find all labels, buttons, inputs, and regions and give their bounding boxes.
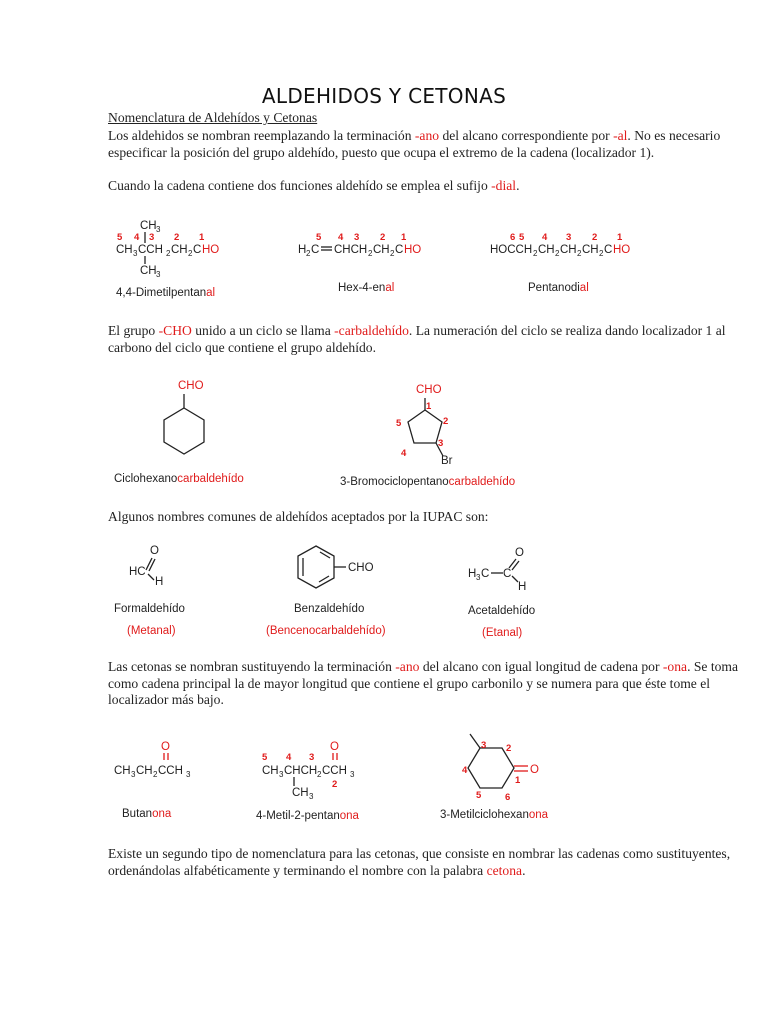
svg-text:O: O — [515, 547, 524, 559]
molecule-acetaldehido — [462, 540, 582, 640]
svg-text:1: 1 — [617, 232, 623, 243]
svg-text:CH: CH — [140, 220, 157, 232]
svg-text:HO: HO — [613, 244, 631, 256]
svg-text:O: O — [330, 741, 339, 753]
svg-text:5: 5 — [519, 232, 525, 243]
molecule-pentanodial — [488, 214, 658, 304]
svg-text:4: 4 — [401, 448, 407, 459]
svg-text:3: 3 — [133, 249, 138, 258]
svg-text:2: 2 — [592, 232, 598, 243]
svg-text:CH: CH — [262, 765, 279, 777]
svg-text:H: H — [468, 568, 477, 580]
svg-text:3: 3 — [309, 792, 314, 801]
svg-text:CHO: CHO — [178, 380, 204, 392]
svg-text:2: 2 — [555, 249, 560, 258]
svg-text:5: 5 — [476, 790, 482, 801]
page-title: ALDEHIDOS Y CETONAS — [261, 84, 507, 108]
svg-text:O: O — [530, 764, 539, 776]
svg-text:HOCCH: HOCCH — [490, 244, 533, 256]
svg-text:CHCH: CHCH — [284, 765, 318, 777]
svg-text:H: H — [298, 244, 307, 256]
svg-text:CH: CH — [140, 265, 157, 277]
svg-text:HO: HO — [202, 244, 220, 256]
svg-text:C: C — [193, 244, 202, 256]
section-heading: Nomenclatura de Aldehídos y Cetonas — [108, 110, 318, 125]
svg-text:Acetaldehído: Acetaldehído — [468, 605, 536, 617]
svg-text:CCH: CCH — [322, 765, 347, 777]
svg-text:C: C — [481, 568, 490, 580]
svg-text:Benzaldehído: Benzaldehído — [294, 603, 365, 615]
svg-text:3: 3 — [438, 438, 444, 449]
svg-text:1: 1 — [515, 775, 521, 786]
svg-text:CCH: CCH — [158, 765, 183, 777]
svg-text:HO: HO — [404, 244, 422, 256]
svg-text:2: 2 — [599, 249, 604, 258]
svg-text:Ciclohexanocarbaldehído: Ciclohexanocarbaldehído — [114, 473, 244, 485]
svg-text:CHCH: CHCH — [334, 244, 368, 256]
molecule-dimetilpentanal — [108, 214, 278, 304]
svg-text:2: 2 — [188, 249, 193, 258]
svg-text:1: 1 — [199, 232, 205, 243]
molecule-formaldehido — [108, 540, 228, 640]
svg-text:3: 3 — [350, 770, 355, 779]
svg-text:4: 4 — [338, 232, 344, 243]
molecule-butanona — [108, 736, 238, 828]
svg-text:3: 3 — [354, 232, 360, 243]
svg-text:1: 1 — [426, 401, 432, 412]
svg-text:3: 3 — [566, 232, 572, 243]
svg-text:2: 2 — [368, 249, 373, 258]
svg-text:(Etanal): (Etanal) — [482, 627, 523, 639]
svg-text:2: 2 — [153, 770, 158, 779]
svg-text:Butanona: Butanona — [122, 808, 172, 820]
svg-text:CH: CH — [136, 765, 153, 777]
svg-text:2: 2 — [317, 770, 322, 779]
svg-text:O: O — [161, 741, 170, 753]
svg-text:2: 2 — [332, 779, 338, 790]
svg-text:4: 4 — [462, 765, 468, 776]
svg-text:3: 3 — [131, 770, 136, 779]
svg-text:5: 5 — [316, 232, 322, 243]
svg-text:CH: CH — [538, 244, 555, 256]
svg-text:3: 3 — [481, 740, 487, 751]
svg-text:CH: CH — [582, 244, 599, 256]
svg-text:CH: CH — [116, 244, 133, 256]
paragraph-common-names: Algunos nombres comunes de aldehídos aceptados por la IUPAC son: — [108, 509, 489, 524]
svg-text:H: H — [518, 581, 527, 593]
svg-text:3-Metilciclohexanona: 3-Metilciclohexanona — [440, 809, 549, 821]
svg-text:CH: CH — [292, 787, 309, 799]
svg-text:6: 6 — [510, 232, 516, 243]
svg-text:3: 3 — [309, 752, 315, 763]
molecule-ciclohexanocarbaldehido — [108, 374, 278, 489]
molecule-hex-4-enal — [296, 214, 446, 304]
svg-text:4: 4 — [134, 232, 140, 243]
molecule-benzaldehido — [262, 540, 422, 640]
svg-text:2: 2 — [506, 743, 512, 754]
paragraph-ketone-alt-rule: Existe un segundo tipo de nomenclatura para las cetonas, que consiste en nombrar las cadenas como sustituyentes, ordenándolas alfabéticamente y terminando el nombre con la palabra cetona. — [108, 846, 731, 878]
svg-text:CCH: CCH — [138, 244, 163, 256]
svg-text:2: 2 — [174, 232, 180, 243]
svg-text:CH: CH — [373, 244, 390, 256]
paragraph-carbaldehyde-rule: El grupo -CHO unido a un ciclo se llama -carbaldehído. La numeración del ciclo se realiza dando localizador 1 al carbono del ciclo que contiene el grupo aldehído. — [108, 323, 726, 355]
svg-text:(Bencenocarbaldehído): (Bencenocarbaldehído) — [266, 625, 386, 637]
svg-text:3: 3 — [476, 573, 481, 582]
paragraph-dial-rule: Cuando la cadena contiene dos funciones aldehído se emplea el sufijo -dial. — [108, 178, 520, 193]
molecule-bromociclopentanocarbaldehido — [336, 378, 556, 493]
svg-text:HC: HC — [129, 566, 146, 578]
svg-text:(Metanal): (Metanal) — [127, 625, 176, 637]
svg-text:3: 3 — [186, 770, 191, 779]
molecule-metilciclohexanona — [436, 730, 606, 830]
svg-text:2: 2 — [306, 249, 311, 258]
svg-text:CH: CH — [171, 244, 188, 256]
svg-text:2: 2 — [390, 249, 395, 258]
paragraph-ketone-rule: Las cetonas se nombran sustituyendo la terminación -ano del alcano con igual longitud de cadena por -ona. Se toma como cadena principal la de mayor longitud que contiene el grupo carbonilo y se numera para que éste tome el localizador más bajo. — [108, 659, 739, 707]
svg-text:5: 5 — [396, 418, 402, 429]
molecule-metilpentanona — [254, 736, 404, 828]
svg-text:2: 2 — [443, 416, 449, 427]
svg-text:C: C — [395, 244, 404, 256]
svg-text:CHO: CHO — [348, 562, 374, 574]
svg-text:Hex-4-enal: Hex-4-enal — [338, 282, 395, 294]
svg-text:CH: CH — [114, 765, 131, 777]
svg-text:3: 3 — [156, 270, 161, 279]
svg-text:5: 5 — [117, 232, 123, 243]
svg-text:4: 4 — [286, 752, 292, 763]
svg-text:2: 2 — [166, 249, 171, 258]
svg-text:Br: Br — [441, 455, 453, 467]
svg-text:O: O — [150, 545, 159, 557]
svg-text:4-Metil-2-pentanona: 4-Metil-2-pentanona — [256, 810, 359, 822]
svg-text:C: C — [503, 568, 512, 580]
svg-text:2: 2 — [380, 232, 386, 243]
svg-text:3: 3 — [279, 770, 284, 779]
svg-text:3-Bromociclopentanocarbaldehíd: 3-Bromociclopentanocarbaldehído — [340, 476, 516, 488]
svg-text:4: 4 — [542, 232, 548, 243]
svg-text:CH: CH — [560, 244, 577, 256]
svg-text:CHO: CHO — [416, 384, 442, 396]
svg-text:Formaldehído: Formaldehído — [114, 603, 185, 615]
svg-text:2: 2 — [533, 249, 538, 258]
svg-text:3: 3 — [156, 225, 161, 234]
svg-text:3: 3 — [149, 232, 155, 243]
svg-text:6: 6 — [505, 792, 511, 803]
svg-text:2: 2 — [577, 249, 582, 258]
svg-text:H: H — [155, 576, 164, 588]
paragraph-aldehyde-rule: Los aldehidos se nombran reemplazando la terminación -ano del alcano correspondiente por -al. No es necesario especificar la posición del grupo aldehído, puesto que ocupa el extremo de la cadena (localizador 1). — [108, 128, 721, 160]
svg-text:4,4-Dimetilpentanal: 4,4-Dimetilpentanal — [116, 287, 216, 299]
svg-text:1: 1 — [401, 232, 407, 243]
svg-text:Pentanodial: Pentanodial — [528, 282, 589, 294]
svg-text:C: C — [604, 244, 613, 256]
svg-text:5: 5 — [262, 752, 268, 763]
svg-text:C: C — [311, 244, 320, 256]
